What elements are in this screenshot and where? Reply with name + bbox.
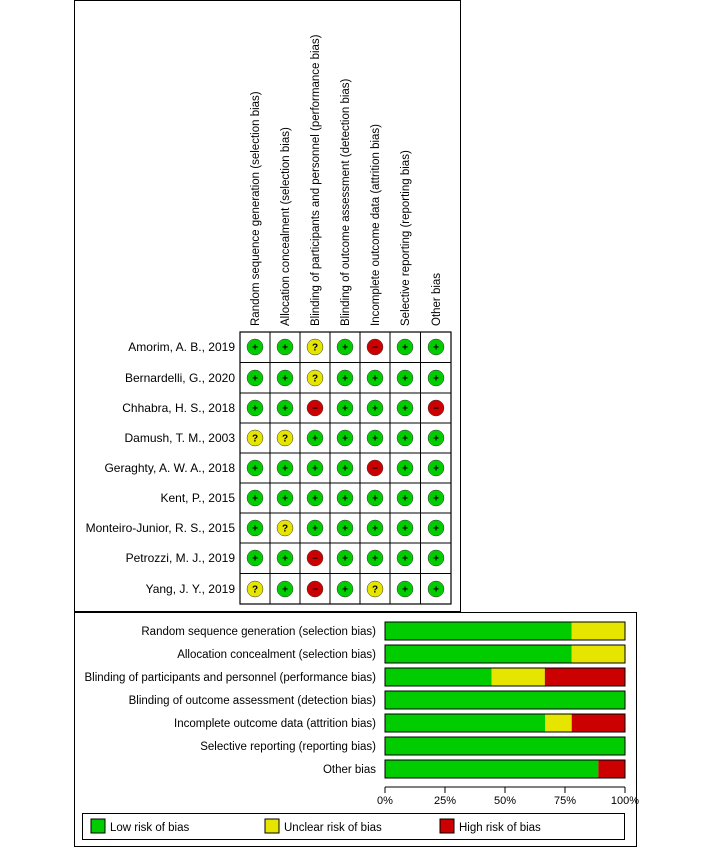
rating-symbol: +	[372, 553, 378, 565]
rating-symbol: +	[433, 584, 439, 596]
rating-symbol: +	[402, 403, 408, 415]
rating-symbol: +	[282, 463, 288, 475]
bar-segment-unclear	[572, 622, 625, 640]
rating-symbol: +	[342, 463, 348, 475]
rating-symbol: +	[402, 373, 408, 385]
rating-symbol: +	[252, 463, 258, 475]
rating-symbol: +	[372, 433, 378, 445]
legend-label-low: Low risk of bias	[110, 822, 190, 834]
x-tick-label: 25%	[433, 795, 457, 807]
rating-symbol: +	[282, 342, 288, 354]
risk-of-bias-summary	[75, 1, 461, 612]
rating-symbol: ?	[251, 433, 259, 445]
study-label: Monteiro-Junior, R. S., 2015	[85, 521, 235, 535]
rating-symbol: +	[433, 523, 439, 535]
rating-symbol: +	[312, 433, 318, 445]
rating-symbol: +	[402, 433, 408, 445]
bar-segment-high	[598, 760, 625, 778]
rating-symbol: +	[252, 403, 258, 415]
column-header: Allocation concealment (selection bias)	[280, 127, 292, 326]
study-label: Bernardelli, G., 2020	[124, 371, 235, 385]
x-tick-label: 75%	[553, 795, 577, 807]
study-label: Chhabra, H. S., 2018	[122, 401, 235, 415]
x-tick-label: 100%	[610, 795, 640, 807]
rating-symbol: +	[282, 553, 288, 565]
bar-segment-unclear	[492, 668, 545, 686]
rating-symbol: −	[312, 553, 318, 565]
column-header: Selective reporting (reporting bias)	[400, 150, 412, 326]
column-header: Random sequence generation (selection bias)	[250, 91, 262, 326]
rating-symbol: ?	[311, 342, 319, 354]
rating-symbol: +	[342, 493, 348, 505]
bar-segment-low	[385, 760, 598, 778]
bar-category-label: Selective reporting (reporting bias)	[200, 741, 376, 753]
bar-category-label: Random sequence generation (selection bias)	[141, 626, 376, 638]
legend-swatch-high	[440, 819, 454, 833]
study-label: Amorim, A. B., 2019	[128, 340, 235, 354]
rating-symbol: +	[252, 523, 258, 535]
rating-symbol: +	[402, 584, 408, 596]
rating-symbol: +	[433, 493, 439, 505]
rating-symbol: +	[342, 523, 348, 535]
study-label: Kent, P., 2015	[160, 491, 235, 505]
rating-symbol: +	[252, 373, 258, 385]
rating-symbol: +	[402, 463, 408, 475]
rating-symbol: +	[282, 403, 288, 415]
column-header: Blinding of outcome assessment (detection bias)	[340, 78, 352, 326]
risk-of-bias-graph	[75, 613, 640, 847]
bar-category-label: Allocation concealment (selection bias)	[177, 649, 376, 661]
rating-symbol: +	[433, 463, 439, 475]
rating-symbol: +	[372, 493, 378, 505]
rating-symbol: ?	[281, 523, 289, 535]
legend-label-unclear: Unclear risk of bias	[284, 822, 382, 834]
rating-symbol: +	[282, 584, 288, 596]
rating-symbol: +	[342, 342, 348, 354]
column-header: Incomplete outcome data (attrition bias)	[370, 124, 382, 326]
rating-symbol: +	[402, 523, 408, 535]
study-label: Damush, T. M., 2003	[124, 431, 235, 445]
legend-swatch-unclear	[265, 819, 279, 833]
rating-symbol: −	[433, 403, 439, 415]
rating-symbol: +	[342, 553, 348, 565]
bar-segment-high	[572, 714, 625, 732]
rating-symbol: +	[342, 373, 348, 385]
rating-symbol: −	[312, 403, 318, 415]
rating-symbol: +	[342, 433, 348, 445]
legend-label-high: High risk of bias	[459, 822, 541, 834]
rating-symbol: +	[282, 373, 288, 385]
bar-category-label: Blinding of participants and personnel (performance bias)	[84, 672, 376, 684]
bar-segment-low	[385, 645, 572, 663]
rating-symbol: +	[252, 493, 258, 505]
rating-symbol: ?	[311, 373, 319, 385]
study-label: Geraghty, A. W. A., 2018	[104, 461, 235, 475]
x-tick-label: 0%	[377, 795, 393, 807]
rating-symbol: −	[312, 584, 318, 596]
rating-symbol: +	[252, 553, 258, 565]
rating-symbol: +	[282, 493, 288, 505]
column-header: Blinding of participants and personnel (performance bias)	[310, 34, 322, 326]
rating-symbol: +	[372, 523, 378, 535]
bar-category-label: Incomplete outcome data (attrition bias)	[174, 718, 376, 730]
rating-symbol: +	[433, 342, 439, 354]
rating-symbol: +	[402, 553, 408, 565]
rating-symbol: +	[402, 342, 408, 354]
rating-symbol: −	[372, 463, 378, 475]
rating-symbol: +	[402, 493, 408, 505]
rating-symbol: +	[372, 373, 378, 385]
bar-segment-low	[385, 622, 572, 640]
rating-symbol: ?	[371, 584, 379, 596]
rating-symbol: +	[342, 584, 348, 596]
x-tick-label: 50%	[493, 795, 517, 807]
rating-symbol: +	[433, 433, 439, 445]
rating-symbol: +	[312, 523, 318, 535]
bar-segment-high	[545, 668, 625, 686]
bar-category-label: Blinding of outcome assessment (detection bias)	[128, 695, 376, 707]
bar-segment-unclear	[572, 645, 625, 663]
rating-symbol: +	[312, 463, 318, 475]
rating-symbol: −	[372, 342, 378, 354]
bar-segment-unclear	[545, 714, 572, 732]
bar-segment-low	[385, 691, 625, 709]
rating-symbol: +	[433, 373, 439, 385]
bar-segment-low	[385, 668, 492, 686]
rating-symbol: +	[252, 342, 258, 354]
bar-category-label: Other bias	[322, 764, 376, 776]
study-label: Petrozzi, M. J., 2019	[125, 551, 235, 565]
legend-swatch-low	[91, 819, 105, 833]
column-header: Other bias	[431, 272, 443, 326]
rating-symbol: ?	[281, 433, 289, 445]
rating-symbol: +	[312, 493, 318, 505]
bar-segment-low	[385, 714, 545, 732]
rating-symbol: +	[342, 403, 348, 415]
bar-segment-low	[385, 737, 625, 755]
study-label: Yang, J. Y., 2019	[145, 582, 235, 596]
rating-symbol: +	[433, 553, 439, 565]
rating-symbol: +	[372, 403, 378, 415]
rating-symbol: ?	[251, 584, 259, 596]
